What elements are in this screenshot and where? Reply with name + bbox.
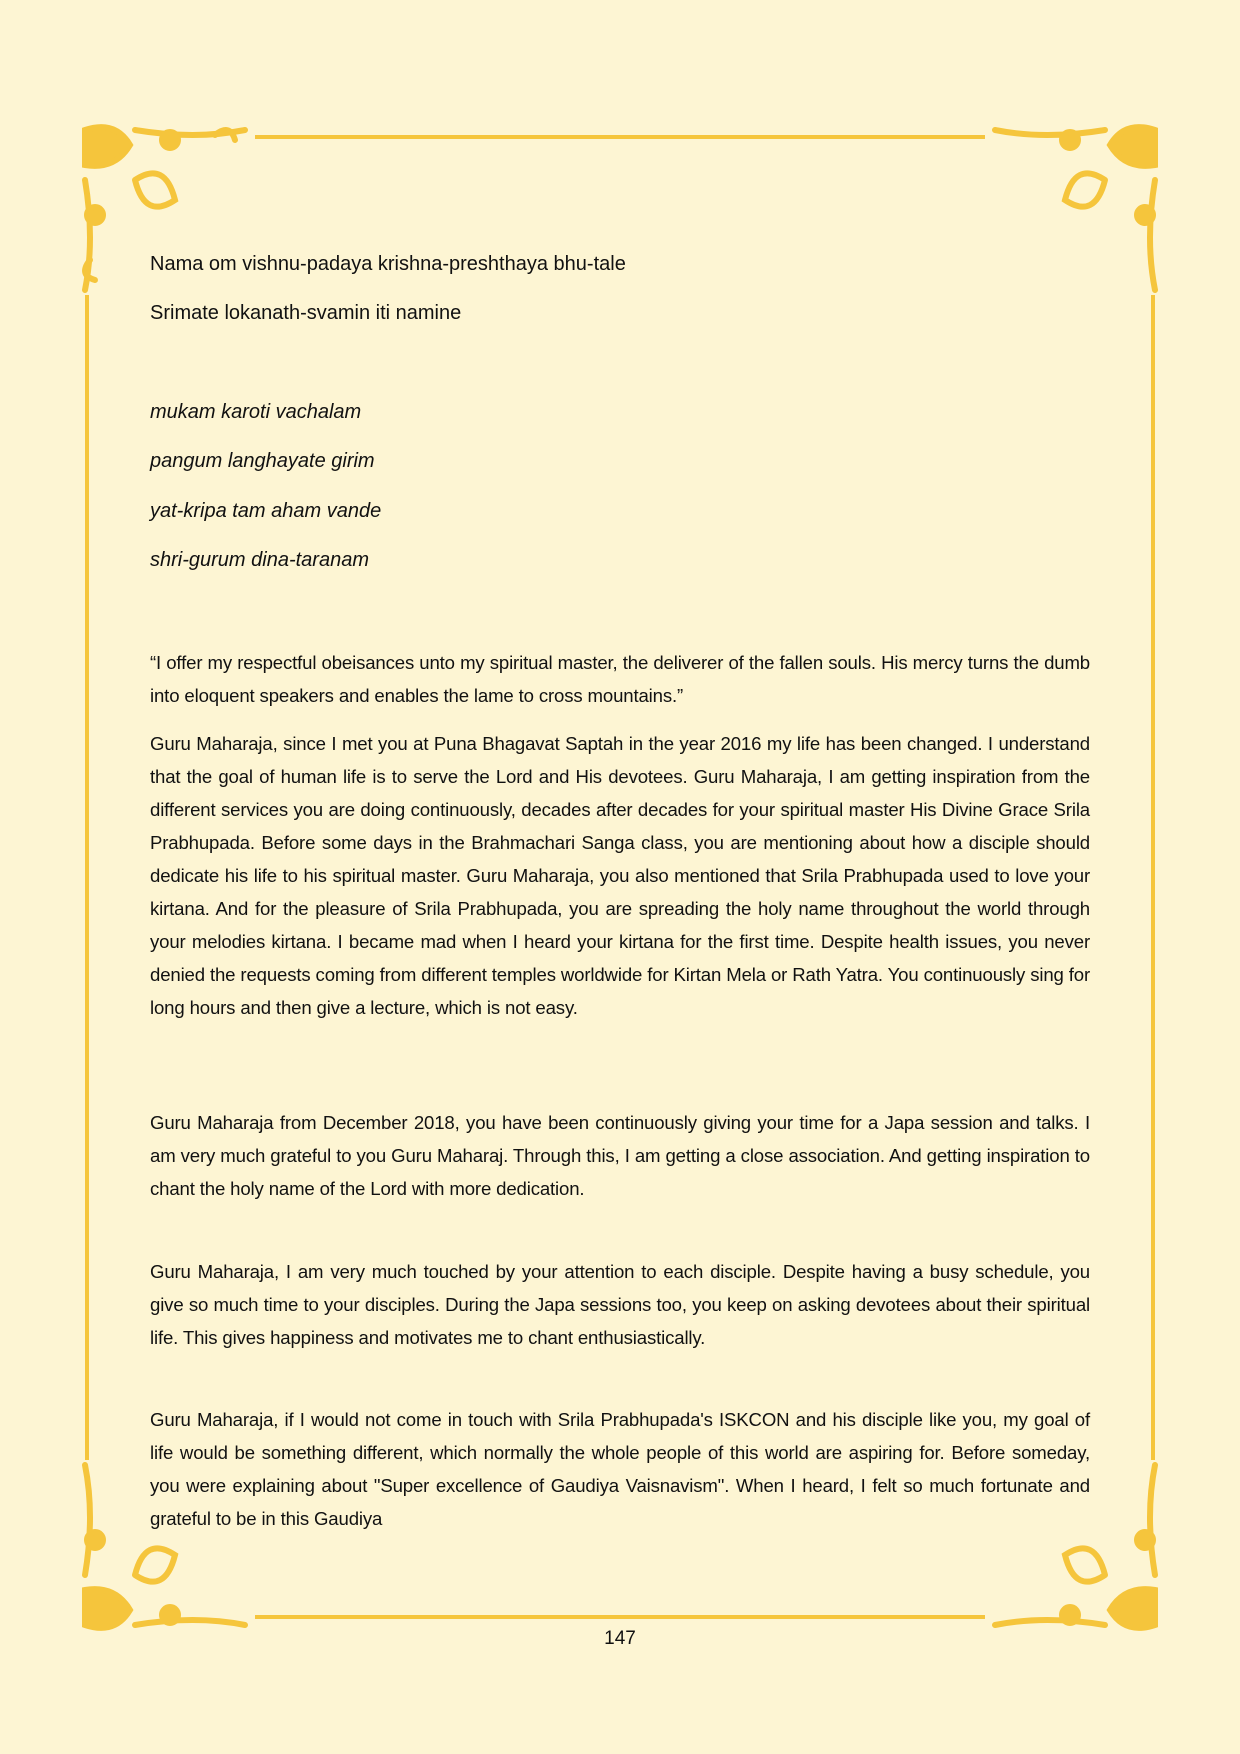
translation-paragraph: “I offer my respectful obeisances unto my spiritual master, the deliverer of the fallen souls. His mercy turns the dumb into eloquent speakers and enables the lame to cross mountains.” [150,652,1090,706]
verse-line: Nama om vishnu-padaya krishna-preshthaya bhu-tale [150,253,626,275]
body-paragraph: Guru Maharaja, since I met you at Puna Bhagavat Saptah in the year 2016 my life has been changed. I understand that the goal of human life is to serve the Lord and His devotees. Guru Maharaja, I am getting inspiration from the different services you are doing continuously, decades after decades for your spiritual master His Divine Grace Srila Prabhupada. Before some days in the Brahmachari Sanga class, you are mentioning about how a disciple should dedicate his life to his spiritual master. Guru Maharaja, you also mentioned that Srila Prabhupada used to love your kirtana. And for the pleasure of Srila Prabhupada, you are spreading the holy name throughout the world through your melodies kirtana. I became mad when I heard your kirtana for the first time. Despite health issues, you never denied the requests coming from different temples worldwide for Kirtan Mela or Rath Yatra. You continuously sing for long hours and then give a lecture, which is not easy. [150,733,1090,1018]
body-paragraph: Guru Maharaja, if I would not come in touch with Srila Prabhupada's ISKCON and his disciple like you, my goal of life would be something different, which normally the whole people of this world are aspiring for. Before someday, you were explaining about "Super excellence of Gaudiya Vaisnavism". When I heard, I felt so much fortunate and grateful to be in this Gaudiya [150,1409,1090,1529]
body-paragraph: Guru Maharaja, I am very much touched by your attention to each disciple. Despite having a busy schedule, you give so much time to your disciples. During the Japa sessions too, you keep on asking devotees about their spiritual life. This gives happiness and motivates me to chant enthusiastically. [150,1261,1090,1348]
italic-verse-line: yat-kripa tam aham vande [150,500,382,522]
border-right [1151,295,1155,1460]
verse-line: Srimate lokanath-svamin iti namine [150,302,462,324]
italic-verse-line: pangum langhayate girim [150,450,375,472]
border-left [85,295,89,1460]
border-top [255,135,985,139]
body-paragraph: Guru Maharaja from December 2018, you have been continuously giving your time for a Japa session and talks. I am very much grateful to you Guru Maharaj. Through this, I am getting a close association. And getting inspiration to chant the holy name of the Lord with more dedication. [150,1112,1090,1199]
border-bottom [255,1615,985,1619]
italic-verse-line: shri-gurum dina-taranam [150,549,369,571]
page-number: 147 [604,1628,636,1649]
italic-verse-line: mukam karoti vachalam [150,401,362,423]
